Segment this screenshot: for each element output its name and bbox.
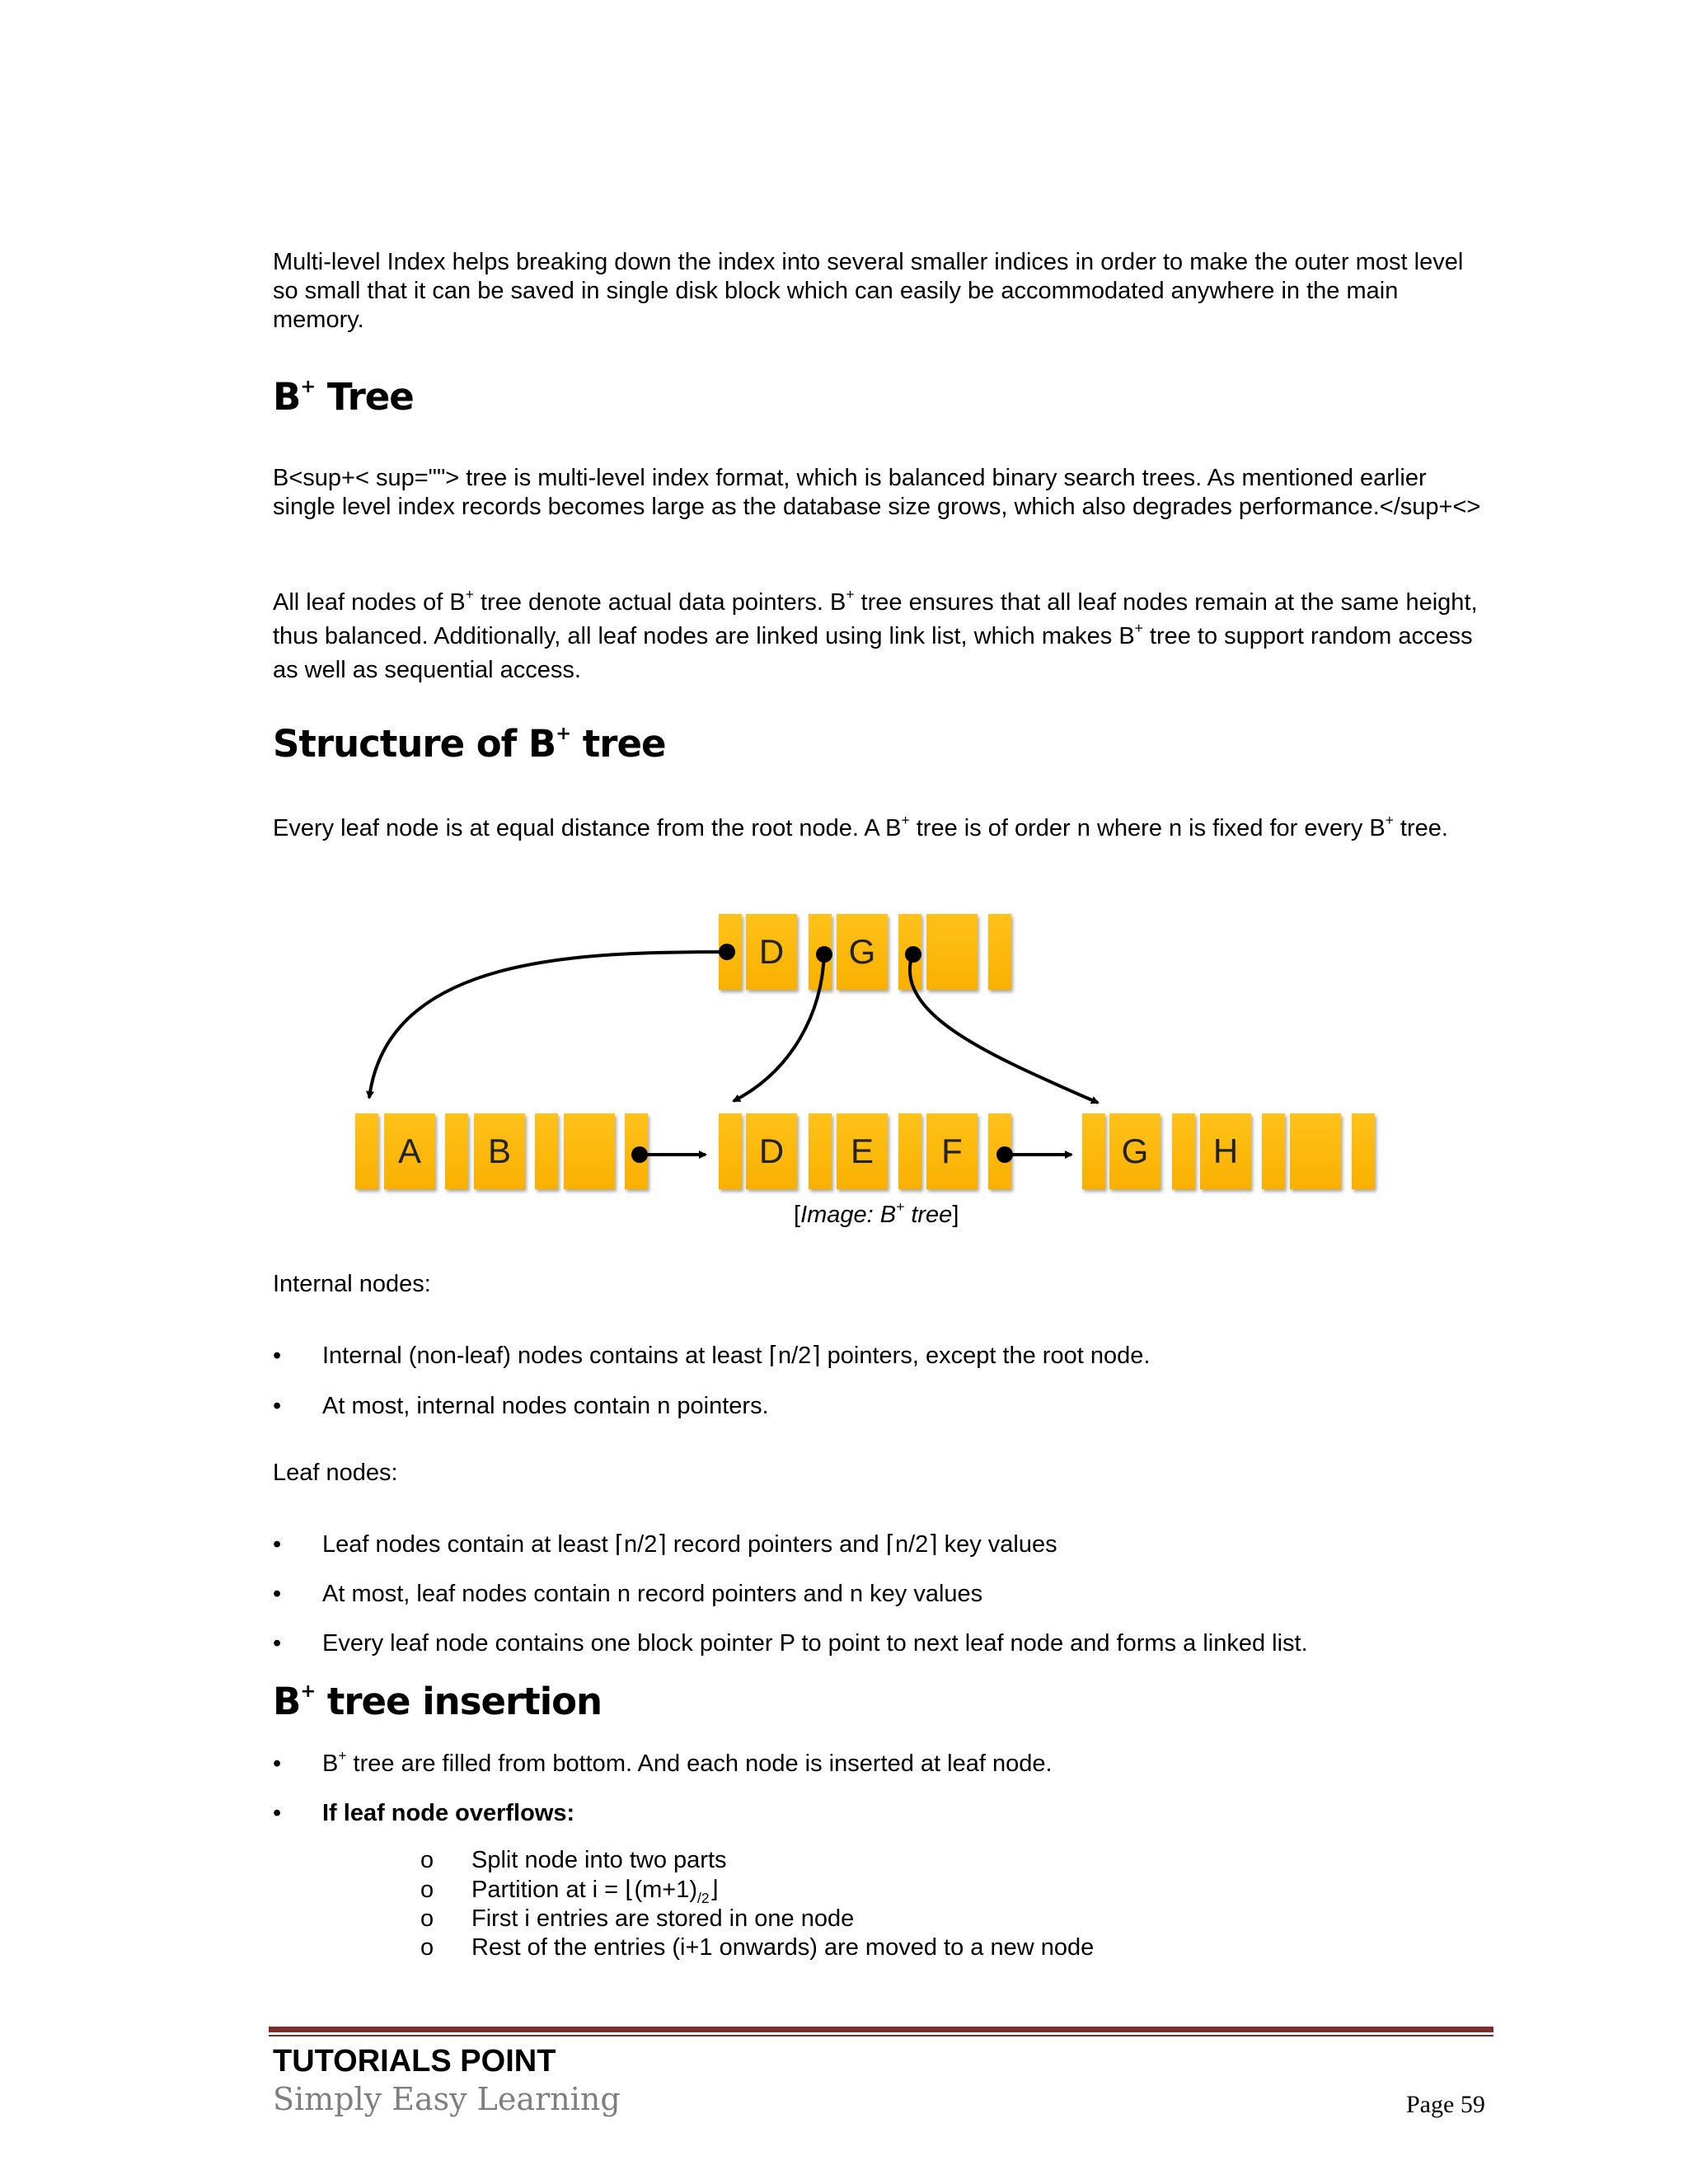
internal-nodes-label: Internal nodes: (273, 1271, 431, 1297)
circle-bullet-icon: o (420, 1934, 434, 1961)
internal-item-text: At most, internal nodes contain n pointers. (322, 1393, 769, 1419)
root-key-label: D (758, 932, 785, 971)
heading-insertion-rest: tree insertion (315, 1680, 603, 1723)
bplus-p2-a: All leaf nodes of B (273, 589, 466, 616)
insertion-item-text (322, 1746, 1053, 1781)
circle-bullet-icon: o (420, 1847, 434, 1873)
heading-insertion (273, 1680, 602, 1723)
footer-rule (269, 2027, 1493, 2032)
leaf-next-pointer-dot (996, 1146, 1013, 1163)
leaf-key-label: A (397, 1132, 421, 1170)
heading-structure-sup: + (556, 722, 571, 744)
leaf-key-label: F (941, 1132, 963, 1170)
bullet-icon: • (273, 1800, 282, 1826)
structure-p-b: tree is of order n where n is fixed for every B (909, 815, 1386, 841)
bplus-p2-sup2: + (846, 585, 855, 602)
insertion-item-rest: tree are filled from bottom. And each node is inserted at leaf node. (346, 1750, 1053, 1777)
root-to-leaf1-arrow (369, 952, 727, 1098)
structure-p-sup2: + (1385, 811, 1394, 828)
structure-p-a: Every leaf node is at equal distance from the root node. A B (273, 815, 902, 841)
internal-item-text: Internal (non-leaf) nodes contains at least ⌈n/2⌉ pointers, except the root node. (322, 1343, 1151, 1369)
footer-tagline: Simply Easy Learning (273, 2081, 621, 2117)
bullet-icon: • (273, 1393, 282, 1419)
bullet-icon: • (273, 1343, 282, 1369)
bplus-p2-b: tree denote actual data pointers. B (473, 589, 846, 616)
heading-insertion-sup: + (300, 1680, 316, 1702)
leaf-key-label: D (758, 1132, 785, 1170)
caption-sup: + (896, 1197, 905, 1215)
bplus-p2-sup3: + (1134, 619, 1143, 636)
footer-rule-thin (269, 2035, 1493, 2036)
footer-brand: TUTORIALS POINT (273, 2044, 556, 2079)
bplus-p2-c: tree ensures that all leaf nodes remain at the same height, thus balanced. Additionally, all leaf nodes are linked using link list, which makes B (273, 589, 1478, 649)
heading-bplus-rest: Tree (315, 375, 414, 419)
heading-structure-rest: tree (570, 722, 666, 766)
bplus-p2-d: tree to support random access as well as sequential access. (273, 623, 1473, 683)
insertion-item-text: If leaf node overflows: (322, 1800, 575, 1826)
bullet-icon: • (273, 1630, 282, 1657)
leaf-item-text: Leaf nodes contain at least ⌈n/2⌉ record pointers and ⌈n/2⌉ key values (322, 1531, 1057, 1558)
insertion-item-b: B (322, 1750, 339, 1777)
heading-insertion-base: B (273, 1680, 301, 1723)
caption-close: ] (952, 1202, 959, 1228)
leaf-next-pointer-dot (631, 1146, 648, 1163)
partition-floor-close: ⌋ (709, 1877, 719, 1903)
root-pointer-dot (816, 946, 832, 963)
bullet-icon: • (273, 1750, 282, 1777)
insertion-item-sup: + (338, 1746, 347, 1764)
page-number: Page 59 (1406, 2091, 1485, 2118)
intro-paragraph: Multi-level Index helps breaking down the index into several smaller indices in order to make the outer most level so small that it can be saved in single disk block which can easily be accommodated anywhere in the main memory. (273, 249, 1464, 333)
root-pointer-dot (905, 946, 921, 963)
partition-subscript: /2 (697, 1889, 710, 1906)
leaf-item-text: At most, leaf nodes contain n record pointers and n key values (322, 1581, 983, 1607)
leaf-key-label: E (850, 1132, 874, 1170)
heading-bplus-base: B (273, 375, 301, 419)
leaf-nodes-label: Leaf nodes: (273, 1460, 398, 1486)
structure-p-sup1: + (901, 811, 910, 828)
bullet-icon: • (273, 1531, 282, 1558)
heading-structure-base: Structure of B (273, 722, 556, 766)
circle-bullet-icon: o (420, 1905, 434, 1932)
overflow-sub-item-text: First i entries are stored in one node (471, 1905, 855, 1932)
bplus-paragraph-1: B<sup+< sup=""> tree is multi-level index format, which is balanced binary search trees. As mentioned earlier single level index records becomes large as the database size grows, which also degrades performance.</sup+<> (273, 465, 1481, 520)
caption-tree: tree (904, 1202, 953, 1228)
bullet-icon: • (273, 1581, 282, 1607)
root-to-leaf3-arrow (910, 952, 1098, 1103)
figure-caption (794, 1197, 959, 1229)
leaf-key-label: G (1121, 1132, 1149, 1170)
bplus-p2-sup1: + (465, 585, 474, 602)
partition-text: Partition at i = ⌊(m+1) (471, 1877, 698, 1903)
root-key-label: G (848, 932, 876, 971)
circle-bullet-icon: o (420, 1877, 434, 1903)
leaf-item-text: Every leaf node contains one block pointer P to point to next leaf node and forms a linked list. (322, 1630, 1308, 1657)
overflow-sub-item-text: Rest of the entries (i+1 onwards) are moved to a new node (471, 1934, 1095, 1961)
leaf-key-label: B (487, 1132, 511, 1170)
root-to-leaf2-arrow (734, 952, 824, 1101)
caption-open: [ (794, 1202, 801, 1228)
structure-p-c: tree. (1393, 815, 1448, 841)
heading-bplus-sup: + (300, 375, 316, 397)
overflow-sub-item-text: Split node into two parts (471, 1847, 727, 1873)
caption-image-b: Image: B (800, 1202, 897, 1228)
root-pointer-dot (719, 944, 735, 960)
leaf-key-label: H (1212, 1132, 1239, 1170)
